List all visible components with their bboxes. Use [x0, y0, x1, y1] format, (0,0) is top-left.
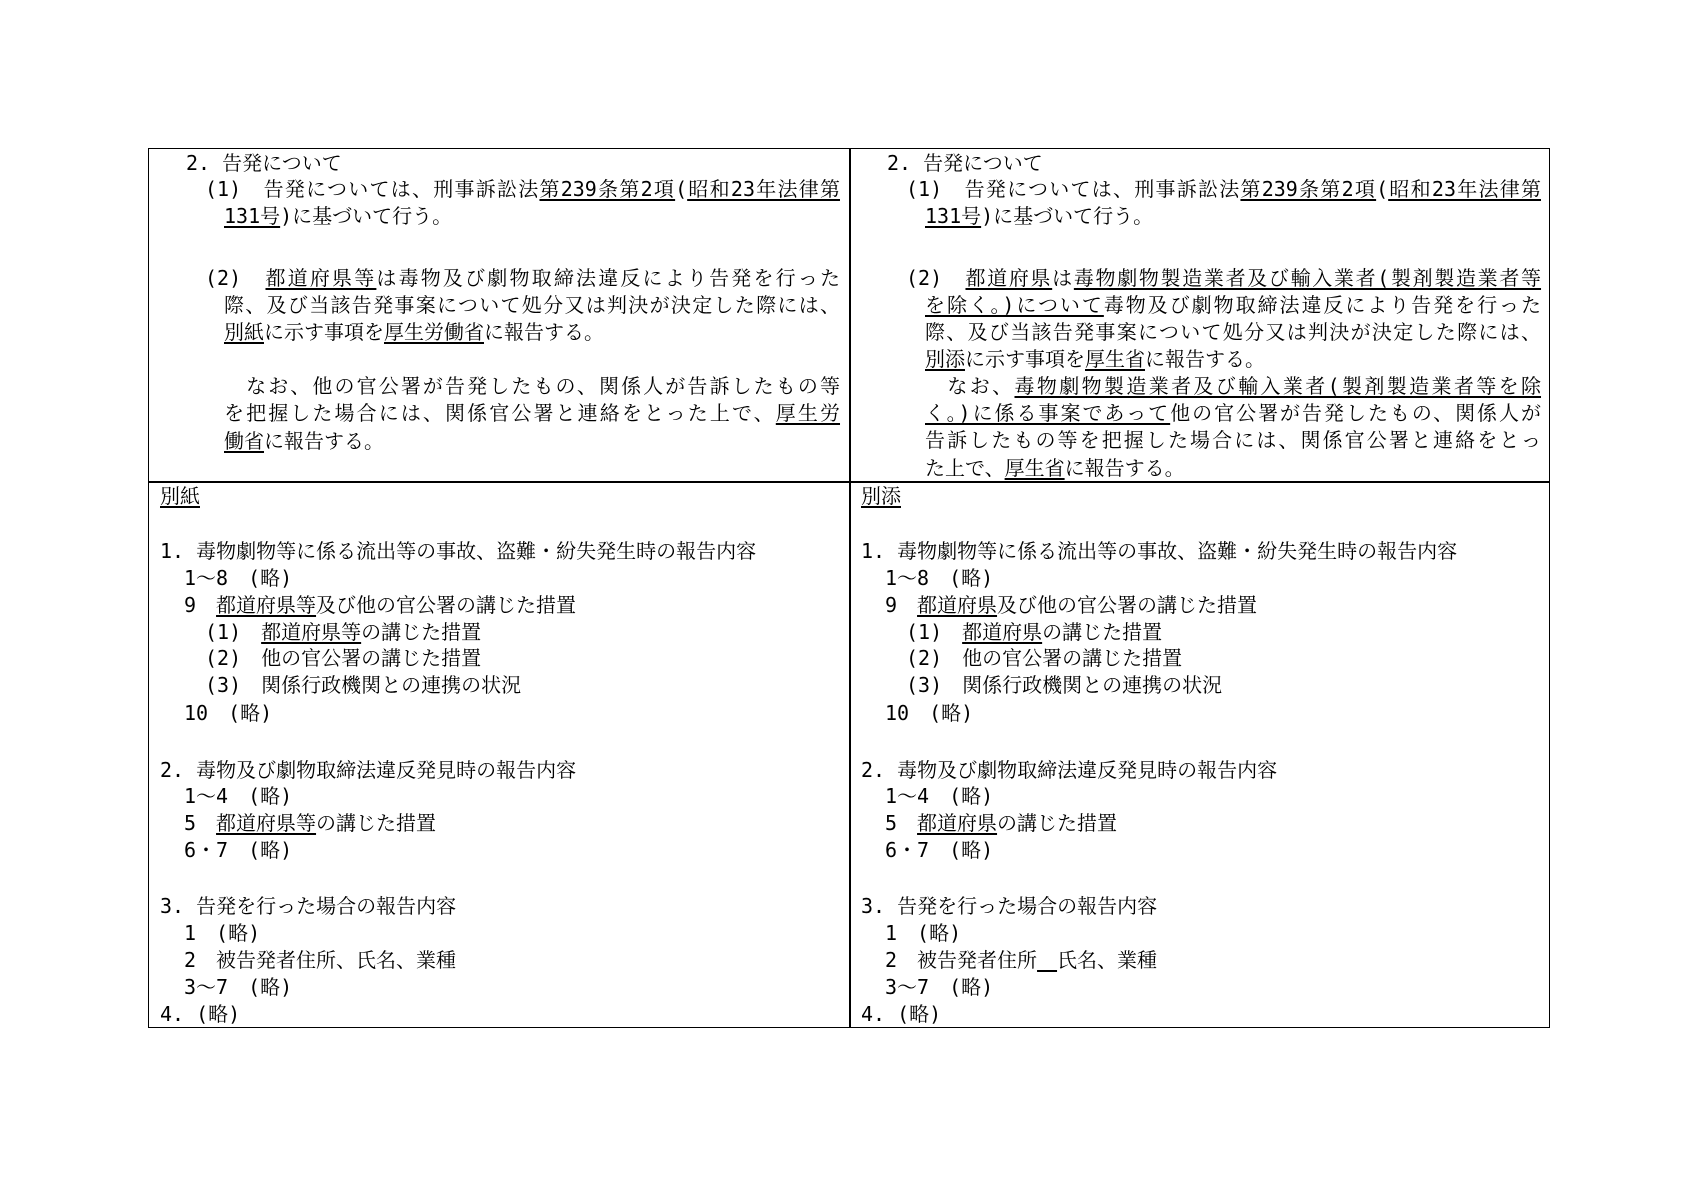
- underlined-text: 働省: [224, 429, 264, 453]
- underlined-text: 131号: [925, 204, 982, 228]
- underlined-text: 都道府県: [962, 620, 1043, 644]
- text: (1): [906, 620, 963, 644]
- text: 3. 告発を行った場合の報告内容: [160, 894, 457, 918]
- text: 2. 告発について: [186, 151, 342, 175]
- text: 1～8 (略): [184, 566, 293, 590]
- text: た上で、: [925, 456, 1005, 480]
- underlined-text: 都道府県: [917, 593, 998, 617]
- underlined-text: 都道府県: [917, 811, 998, 835]
- underlined-text: 厚生省: [1085, 347, 1145, 371]
- underlined-text: 都道府県等: [216, 811, 317, 835]
- text: 1～8 (略): [885, 566, 994, 590]
- text: 1. 毒物劇物等に係る流出等の事故、盗難・紛失発生時の報告内容: [861, 539, 1458, 563]
- text: 2. 毒物及び劇物取締法違反発見時の報告内容: [160, 758, 577, 782]
- right-bottom-line: [906, 619, 1541, 646]
- left-top-line: [205, 176, 840, 203]
- text: (3) 関係行政機関との連携の状況: [205, 673, 522, 697]
- text: 2. 毒物及び劇物取締法違反発見時の報告内容: [861, 758, 1278, 782]
- text: の講じた措置: [316, 811, 437, 835]
- text: 他の官公署が告発したもの、関係人が: [1170, 401, 1541, 425]
- text: 3. 告発を行った場合の報告内容: [861, 894, 1158, 918]
- text: の講じた措置: [1042, 620, 1163, 644]
- text: 4. (略): [861, 1002, 942, 1026]
- underlined-text: く。)に係る事案であって: [925, 401, 1171, 425]
- right-bottom-line: [861, 1001, 1541, 1028]
- left-top-line: [224, 400, 840, 427]
- text: 及び他の官公署の講じた措置: [997, 593, 1258, 617]
- underlined-text: 昭和23年法律第: [687, 177, 840, 201]
- right-top-line: [906, 176, 1541, 203]
- text: 1 (略): [184, 921, 261, 945]
- left-bottom-line: [184, 920, 840, 947]
- underlined-text: 別紙: [224, 320, 264, 344]
- text: (1) 告発については、刑事訴訟法: [906, 177, 1241, 201]
- text: 告訴したもの等を把握した場合には、関係官公署と連絡をとっ: [925, 428, 1541, 452]
- underlined-text: 都道府県等: [265, 266, 377, 290]
- text: 10 (略): [184, 701, 273, 725]
- right-bottom-line: [861, 538, 1541, 565]
- text: は毒物及び劇物取締法違反により告発を行った: [376, 266, 841, 290]
- right-top-line: [925, 400, 1541, 427]
- right-bottom-line: [861, 483, 1541, 510]
- text: (2): [906, 266, 966, 290]
- text: (2): [205, 266, 266, 290]
- underlined-text: 別紙: [160, 484, 200, 508]
- right-bottom-line: [906, 645, 1541, 672]
- left-bottom-line: [205, 619, 840, 646]
- underlined-text: 厚生省: [1004, 456, 1065, 480]
- text: 際、及び当該告発事案について処分又は判決が決定した際には、: [925, 320, 1541, 344]
- left-top-line: [224, 373, 840, 400]
- text: 10 (略): [885, 701, 974, 725]
- text: 氏名、業種: [1057, 948, 1158, 972]
- left-bottom-line: [184, 974, 840, 1001]
- underlined-text: を除く。)について: [925, 293, 1104, 317]
- text: 2 被告発者住所、氏名、業種: [184, 948, 457, 972]
- text: の講じた措置: [361, 620, 482, 644]
- left-bottom-line: [184, 592, 840, 619]
- left-bottom-line: [184, 837, 840, 864]
- text: (2) 他の官公署の講じた措置: [205, 646, 482, 670]
- underlined-text: 厚生労: [775, 401, 841, 425]
- right-top-line: [925, 203, 1541, 230]
- text: 5: [885, 811, 918, 835]
- right-bottom-line: [885, 700, 1541, 727]
- underlined-text: 第239条第2項: [539, 177, 676, 201]
- right-top-line: [925, 319, 1541, 346]
- right-top-line: [925, 346, 1541, 373]
- text: 1. 毒物劇物等に係る流出等の事故、盗難・紛失発生時の報告内容: [160, 539, 757, 563]
- text: )に基づいて行う。: [280, 204, 453, 228]
- text: 毒物及び劇物取締法違反により告発を行った: [1103, 293, 1541, 317]
- right-top-line: [887, 150, 1541, 177]
- text: 4. (略): [160, 1002, 241, 1026]
- text: に示す事項を: [965, 347, 1085, 371]
- left-top-line: [205, 265, 840, 292]
- right-bottom-line: [861, 757, 1541, 784]
- left-top-line: [224, 428, 840, 455]
- underlined-text: [1037, 948, 1057, 972]
- right-top-line: [925, 455, 1541, 482]
- left-top-line: [186, 150, 840, 177]
- underlined-text: 131号: [224, 204, 281, 228]
- text: なお、: [925, 374, 1015, 398]
- text: は: [1052, 266, 1074, 290]
- text: に報告する。: [264, 429, 384, 453]
- text: の講じた措置: [997, 811, 1118, 835]
- text: 9: [885, 593, 918, 617]
- right-top-line: [925, 292, 1541, 319]
- text: 及び他の官公署の講じた措置: [316, 593, 577, 617]
- text: なお、他の官公署が告発したもの、関係人が告訴したもの等: [224, 374, 840, 398]
- underlined-text: 別添: [861, 484, 901, 508]
- right-bottom-line: [885, 920, 1541, 947]
- text: (1): [205, 620, 262, 644]
- left-bottom-line: [205, 645, 840, 672]
- right-bottom-line: [885, 565, 1541, 592]
- left-top-line: [224, 292, 840, 319]
- text: 1 (略): [885, 921, 962, 945]
- text: (: [675, 177, 688, 201]
- underlined-text: 都道府県: [965, 266, 1053, 290]
- text: )に基づいて行う。: [981, 204, 1154, 228]
- text: 際、及び当該告発事案について処分又は判決が決定した際には、: [224, 293, 840, 317]
- left-bottom-line: [160, 538, 840, 565]
- text: を把握した場合には、関係官公署と連絡をとった上で、: [224, 401, 776, 425]
- text: に示す事項を: [264, 320, 384, 344]
- left-bottom-line: [184, 700, 840, 727]
- column-divider: [849, 148, 851, 1028]
- text: 5: [184, 811, 217, 835]
- text: 3～7 (略): [885, 975, 994, 999]
- right-bottom-line: [885, 837, 1541, 864]
- text: 1～4 (略): [184, 784, 293, 808]
- text: (: [1376, 177, 1389, 201]
- right-bottom-line: [885, 592, 1541, 619]
- text: に報告する。: [1145, 347, 1265, 371]
- text: 6・7 (略): [885, 838, 994, 862]
- underlined-text: 毒物劇物製造業者及び輸入業者(製剤製造業者等: [1073, 266, 1542, 290]
- text: (3) 関係行政機関との連携の状況: [906, 673, 1223, 697]
- left-bottom-line: [160, 483, 840, 510]
- left-bottom-line: [184, 947, 840, 974]
- text: 6・7 (略): [184, 838, 293, 862]
- right-top-line: [925, 427, 1541, 454]
- text: (1) 告発については、刑事訴訟法: [205, 177, 540, 201]
- text: 2 被告発者住所: [885, 948, 1038, 972]
- text: (2) 他の官公署の講じた措置: [906, 646, 1183, 670]
- right-top-line: [925, 373, 1541, 400]
- left-bottom-line: [160, 1001, 840, 1028]
- text: 1～4 (略): [885, 784, 994, 808]
- underlined-text: 都道府県等: [216, 593, 317, 617]
- right-bottom-line: [885, 810, 1541, 837]
- right-bottom-line: [885, 783, 1541, 810]
- left-top-line: [224, 319, 840, 346]
- text: に報告する。: [484, 320, 604, 344]
- text: 2. 告発について: [887, 151, 1043, 175]
- left-bottom-line: [184, 810, 840, 837]
- right-top-line: [906, 265, 1541, 292]
- underlined-text: 都道府県等: [261, 620, 362, 644]
- right-bottom-line: [861, 893, 1541, 920]
- right-bottom-line: [885, 974, 1541, 1001]
- left-bottom-line: [184, 565, 840, 592]
- right-bottom-line: [885, 947, 1541, 974]
- underlined-text: 昭和23年法律第: [1388, 177, 1541, 201]
- left-bottom-line: [205, 672, 840, 699]
- underlined-text: 別添: [925, 347, 965, 371]
- left-bottom-line: [184, 783, 840, 810]
- text: 3～7 (略): [184, 975, 293, 999]
- left-top-line: [224, 203, 840, 230]
- right-bottom-line: [906, 672, 1541, 699]
- underlined-text: 厚生労働省: [384, 320, 484, 344]
- left-bottom-line: [160, 893, 840, 920]
- underlined-text: 毒物劇物製造業者及び輸入業者(製剤製造業者等を除: [1014, 374, 1542, 398]
- left-bottom-line: [160, 757, 840, 784]
- text: に報告する。: [1064, 456, 1185, 480]
- text: 9: [184, 593, 217, 617]
- underlined-text: 第239条第2項: [1240, 177, 1377, 201]
